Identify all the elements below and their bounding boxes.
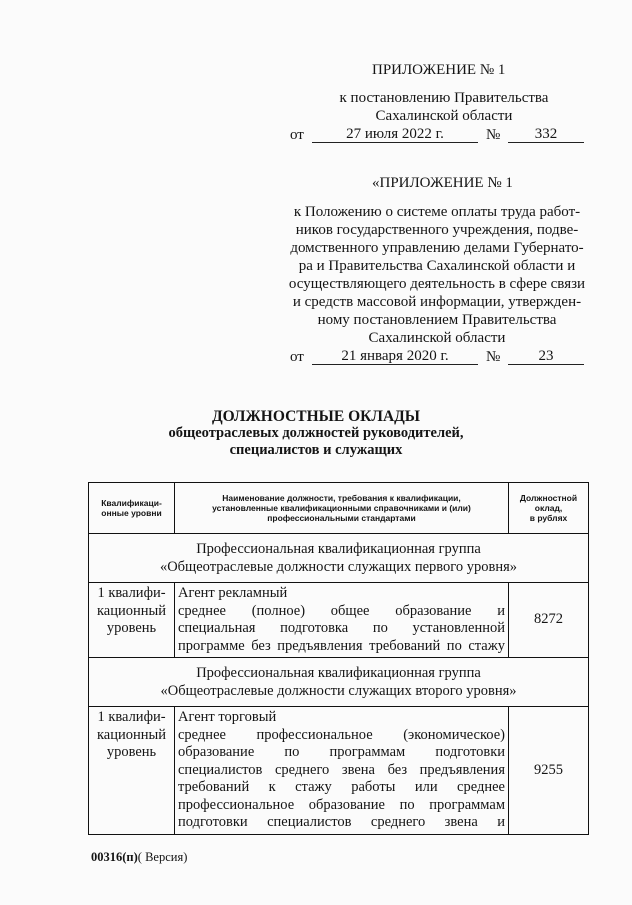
date-from-label: от xyxy=(290,349,304,365)
salary-table xyxy=(88,482,589,835)
document-heading xyxy=(0,408,632,459)
table-row xyxy=(89,707,589,835)
decree-number: 332 xyxy=(508,127,584,143)
position-title: Агент торговый xyxy=(178,709,277,725)
decree-reference xyxy=(290,89,586,145)
regulation-reference xyxy=(286,203,588,367)
decree-line: к постановлению Правительства xyxy=(339,90,549,106)
header-salary: Должностной оклад, в рублях xyxy=(509,483,589,534)
regulation-line: осуществляющего деятельность в сфере связи xyxy=(288,276,586,292)
qualification-level-cell: 1 квалифи- кационный уровень xyxy=(89,707,175,835)
decree-line: Сахалинской области xyxy=(375,108,513,124)
date-from-label: от xyxy=(290,127,304,143)
position-cell: Агент рекламный среднее (полное) общее образование и специальная подготовка по установленной программе без предъявления требований по стажу xyxy=(175,583,509,658)
header-position-name: Наименование должности, требования к квалификации, установленные квалификационными справочниками и (или) профессиональными стандартами xyxy=(175,483,509,534)
document-code-number: 00316(п) xyxy=(91,850,138,864)
qualification-level-cell: 1 квалифи- кационный уровень xyxy=(89,583,175,658)
regulation-line: домственного управлению делами Губернато- xyxy=(290,240,584,256)
heading-title: ДОЛЖНОСТНЫЕ ОКЛАДЫ xyxy=(211,408,421,425)
appendix-title-quoted: «ПРИЛОЖЕНИЕ № 1 xyxy=(372,175,513,191)
number-label: № xyxy=(486,127,501,143)
group-row xyxy=(89,534,589,583)
regulation-line: к Положению о системе оплаты труда работ- xyxy=(293,204,581,220)
regulation-line: ников государственного учреждения, подве- xyxy=(295,222,579,238)
table-header-row xyxy=(89,483,589,534)
regulation-number: 23 xyxy=(508,349,584,365)
group-row xyxy=(89,658,589,707)
regulation-line: ному постановлением Правительства xyxy=(317,312,557,328)
heading-subtitle: общеотраслевых должностей руководителей, xyxy=(168,425,464,441)
decree-date: 27 июля 2022 г. xyxy=(312,127,478,143)
salary-cell: 9255 xyxy=(509,707,589,835)
number-label: № xyxy=(486,349,501,365)
document-code xyxy=(91,850,187,865)
regulation-line: Сахалинской области xyxy=(368,330,506,346)
regulation-line: и средств массовой информации, утвержден- xyxy=(292,294,582,310)
heading-subtitle: специалистов и служащих xyxy=(229,442,403,458)
position-title: Агент рекламный xyxy=(178,585,288,601)
position-cell: Агент торговый среднее профессиональное (экономическое) образование по программам подготовки специалистов среднего звена без предъявления требований к стажу работы или среднее профессиональное образование по программам подготовки специалистов среднего звена и xyxy=(175,707,509,835)
group-title: Профессиональная квалификационная группа «Общеотраслевые должности служащих второго уровня» xyxy=(89,658,589,707)
document-version: ( Версия) xyxy=(137,850,188,864)
group-title: Профессиональная квалификационная группа «Общеотраслевые должности служащих первого уровня» xyxy=(89,534,589,583)
salary-cell: 8272 xyxy=(509,583,589,658)
table-row xyxy=(89,583,589,658)
header-qualification-level: Квалификаци- онные уровни xyxy=(89,483,175,534)
appendix-title: ПРИЛОЖЕНИЕ № 1 xyxy=(372,62,506,78)
regulation-line: ра и Правительства Сахалинской области и xyxy=(298,258,576,274)
regulation-date: 21 января 2020 г. xyxy=(312,349,478,365)
